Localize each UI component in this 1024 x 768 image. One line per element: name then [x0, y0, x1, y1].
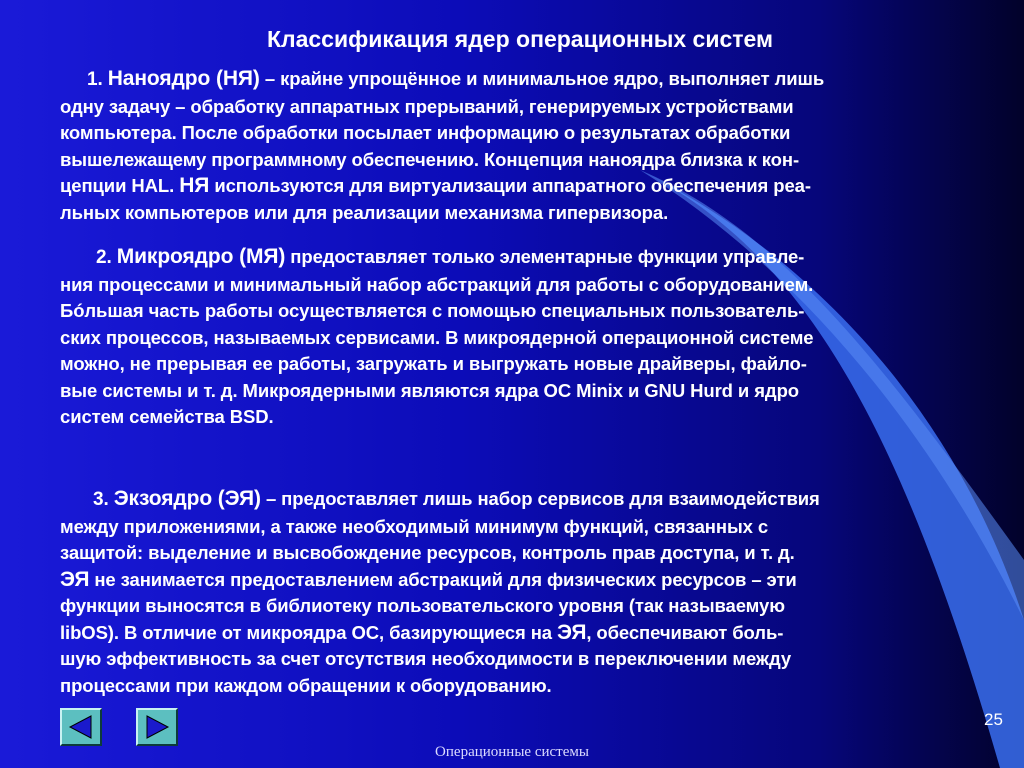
text-line: процессами при каждом обращении к оборудованию.: [60, 674, 552, 696]
page-number: 25: [984, 710, 1003, 729]
prev-slide-button[interactable]: [60, 708, 102, 746]
term-nanokernel: Наноядро (НЯ): [107, 67, 260, 90]
item-number: 1.: [87, 69, 103, 90]
text-line: шую эффективность за счет отсутствия необходимости в переключении между: [60, 648, 792, 669]
triangle-left-icon: [67, 714, 95, 740]
text-line: систем семейства BSD.: [60, 406, 274, 427]
text-line: libOS). В отличие от микроядра ОС, базирующиеся на ЭЯ, обеспечивают боль-: [60, 620, 784, 644]
paragraph-microkernel: [60, 244, 1000, 431]
footer-caption: Операционные системы: [435, 744, 589, 760]
triangle-right-icon: [143, 714, 171, 740]
text-line: вышележащему программному обеспечению. Концепция наноядра близка к кон-: [60, 148, 800, 170]
text-line: цепции HAL. НЯ используются для виртуализации аппаратного обеспечения реа-: [60, 174, 811, 197]
next-slide-button[interactable]: [136, 708, 178, 746]
text-line: вые системы и т. д. Микроядерными являются ядра ОС Minix и GNU Hurd и ядро: [60, 379, 799, 401]
text-line: можно, не прерывая ее работы, загружать и выгружать новые драйверы, файло-: [60, 353, 807, 374]
text-line: льных компьютеров или для реализации механизма гипервизора.: [60, 201, 669, 223]
text-line: 3. Экзоядро (ЭЯ) – предоставляет лишь набор сервисов для взаимодействия: [93, 487, 820, 510]
text-line: 2. Микроядро (МЯ) предоставляет только элементарные функции управле-: [96, 245, 805, 268]
paragraph-exokernel: [60, 486, 1000, 699]
text-line: 1. Наноядро (НЯ) – крайне упрощённое и минимальное ядро, выполняет лишь: [87, 67, 825, 90]
abbr-ek: ЭЯ: [557, 620, 587, 644]
text-line: функции выносятся в библиотеку пользовательского уровня (так называемую: [60, 595, 785, 616]
slide-title: Классификация ядер операционных систем: [266, 26, 774, 52]
text-line: между приложениями, а также необходимый минимум функций, связанных с: [60, 515, 769, 537]
text-line: ских процессов, называемых сервисами. В микроядерной операционной системе: [60, 326, 814, 348]
term-microkernel: Микроядро (МЯ): [116, 245, 286, 268]
item-number: 3.: [93, 489, 109, 510]
item-number: 2.: [96, 247, 112, 268]
text-line: одну задачу – обработку аппаратных прерываний, генерируемых устройствами: [60, 95, 794, 117]
text-line: ния процессами и минимальный набор абстракций для работы с оборудованием.: [60, 273, 814, 295]
text-line: защитой: выделение и высвобождение ресурсов, контроль прав доступа, и т. д.: [60, 542, 795, 563]
abbr-nk: НЯ: [179, 174, 210, 197]
text-line: компьютера. После обработки посылает информацию о результатах обработки: [60, 122, 791, 143]
text-line: ЭЯ не занимается предоставлением абстракций для физических ресурсов – эти: [60, 567, 797, 591]
text-line: Бóльшая часть работы осуществляется с помощью специальных пользователь-: [60, 300, 805, 321]
paragraph-nanokernel: [60, 66, 1000, 226]
abbr-ek: ЭЯ: [60, 567, 90, 591]
term-exokernel: Экзоядро (ЭЯ): [113, 487, 261, 510]
